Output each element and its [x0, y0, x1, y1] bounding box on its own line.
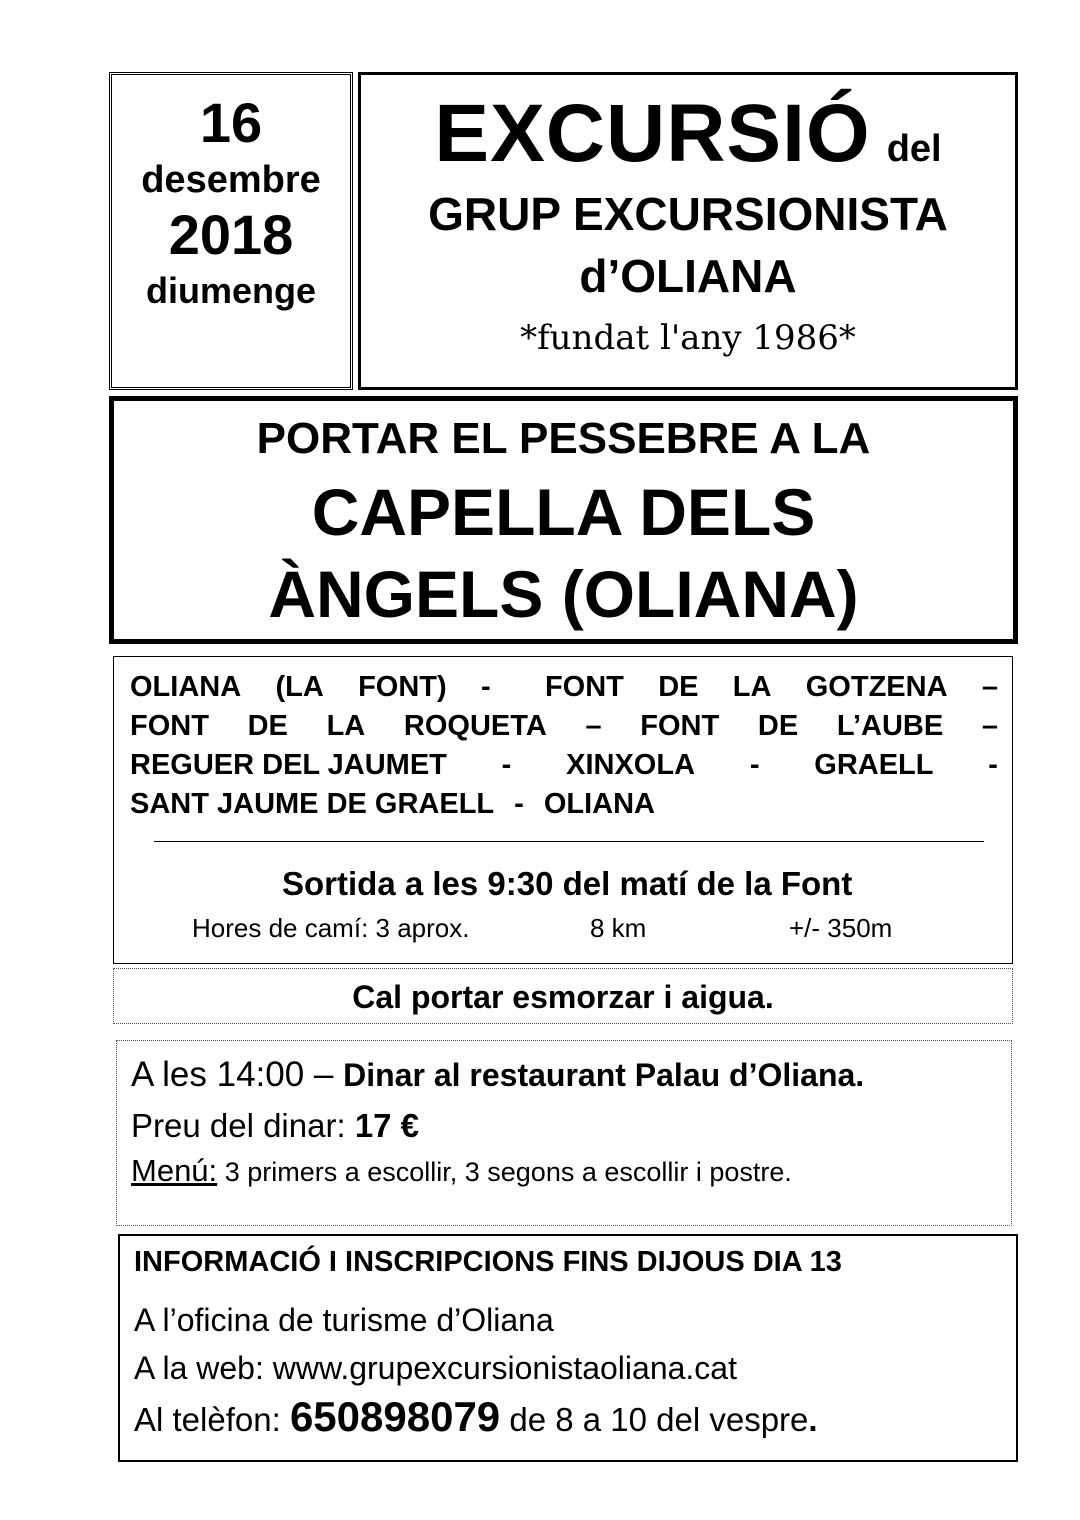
phone-number: 650898079: [289, 1393, 501, 1440]
date-day: 16: [199, 91, 263, 154]
route-word: REGUER DEL JAUMET: [130, 749, 447, 781]
route-word: XINXOLA: [566, 749, 696, 781]
phone-hours: de 8 a 10 del vespre: [509, 1401, 809, 1438]
route-word: GRAELL: [814, 749, 934, 781]
event-line3: ÀNGELS (OLIANA): [268, 557, 859, 631]
route-word: FONT: [640, 710, 720, 742]
header-box: [358, 72, 1018, 390]
route-word: FONT: [544, 671, 624, 703]
breakfast-box: [113, 968, 1013, 1024]
menu-text: 3 primers a escollir, 3 segons a escollir i postre.: [224, 1157, 792, 1187]
event-line2: CAPELLA DELS: [311, 475, 816, 549]
info-heading: INFORMACIÓ I INSCRIPCIONS FINS DIJOUS DIA 13: [134, 1246, 842, 1278]
route-word: –: [981, 710, 998, 742]
phone-end: .: [808, 1401, 818, 1438]
date-weekday: diumenge: [145, 270, 316, 311]
header-title: EXCURSIÓ: [434, 88, 871, 179]
route-line-4: [130, 790, 998, 819]
phone-label: Al telèfon:: [134, 1401, 281, 1438]
event-title-box: [109, 396, 1018, 644]
event-line1: PORTAR EL PESSEBRE A LA: [256, 414, 871, 463]
route-word: -: [988, 749, 998, 781]
lunch-box: [116, 1040, 1012, 1226]
header-group: GRUP EXCURSIONISTA: [428, 188, 948, 240]
date-month: desembre: [141, 159, 321, 201]
lunch-time: A les 14:00 –: [131, 1055, 334, 1094]
route-word: L’AUBE: [836, 710, 944, 742]
route-word: FONT): [358, 671, 447, 703]
info-office: A l’oficina de turisme d’Oliana: [134, 1302, 554, 1338]
route-word: -: [749, 749, 760, 781]
elevation: +/- 350m: [789, 913, 893, 943]
route-word: DE: [658, 671, 699, 703]
walking-hours: Hores de camí: 3 aprox.: [192, 913, 470, 943]
route-word: -: [501, 749, 512, 781]
info-web: A la web: www.grupexcursionistaoliana.cat: [134, 1350, 737, 1386]
date-box: [109, 72, 353, 390]
distance: 8 km: [590, 913, 647, 943]
route-line-3: [130, 751, 998, 780]
breakfast-text: Cal portar esmorzar i aigua.: [352, 979, 774, 1015]
route-line-2: [130, 712, 998, 741]
route-word: –: [585, 710, 602, 742]
lunch-time-line: [131, 1057, 864, 1092]
date-year: 2018: [168, 203, 294, 266]
lunch-menu-line: [131, 1155, 792, 1186]
lunch-price-label: Preu del dinar:: [131, 1107, 346, 1144]
route-divider: [154, 841, 984, 842]
route-word: OLIANA: [130, 671, 242, 703]
route-word: DE: [247, 710, 288, 742]
route-word: (LA: [275, 671, 324, 703]
header-title-suffix: del: [886, 128, 942, 170]
route-word: SANT JAUME DE GRAELL: [130, 788, 495, 820]
menu-label: Menú:: [131, 1153, 218, 1188]
header-title-line: [361, 88, 1015, 179]
header-founded: *fundat l'any 1986*: [520, 318, 856, 358]
route-word: ROQUETA: [403, 710, 547, 742]
route-word: -: [480, 671, 491, 703]
info-box: [118, 1234, 1018, 1462]
info-phone-line: [134, 1393, 818, 1440]
route-word: LA: [326, 710, 366, 742]
route-word: OLIANA: [543, 788, 655, 820]
route-word: DE: [757, 710, 799, 742]
header-place: d’OLIANA: [579, 250, 797, 302]
route-word: GOTZENA: [805, 671, 948, 703]
route-word: –: [981, 671, 998, 703]
route-box: [113, 656, 1013, 964]
route-word: -: [514, 788, 524, 820]
route-line-1: [130, 673, 998, 702]
lunch-price-line: [131, 1109, 419, 1142]
departure-time: Sortida a les 9:30 del matí de la Font: [282, 865, 853, 902]
lunch-price: 17 €: [354, 1107, 420, 1144]
route-word: FONT: [130, 710, 209, 742]
route-word: LA: [732, 671, 772, 703]
lunch-restaurant: Dinar al restaurant Palau d’Oliana.: [343, 1057, 865, 1093]
